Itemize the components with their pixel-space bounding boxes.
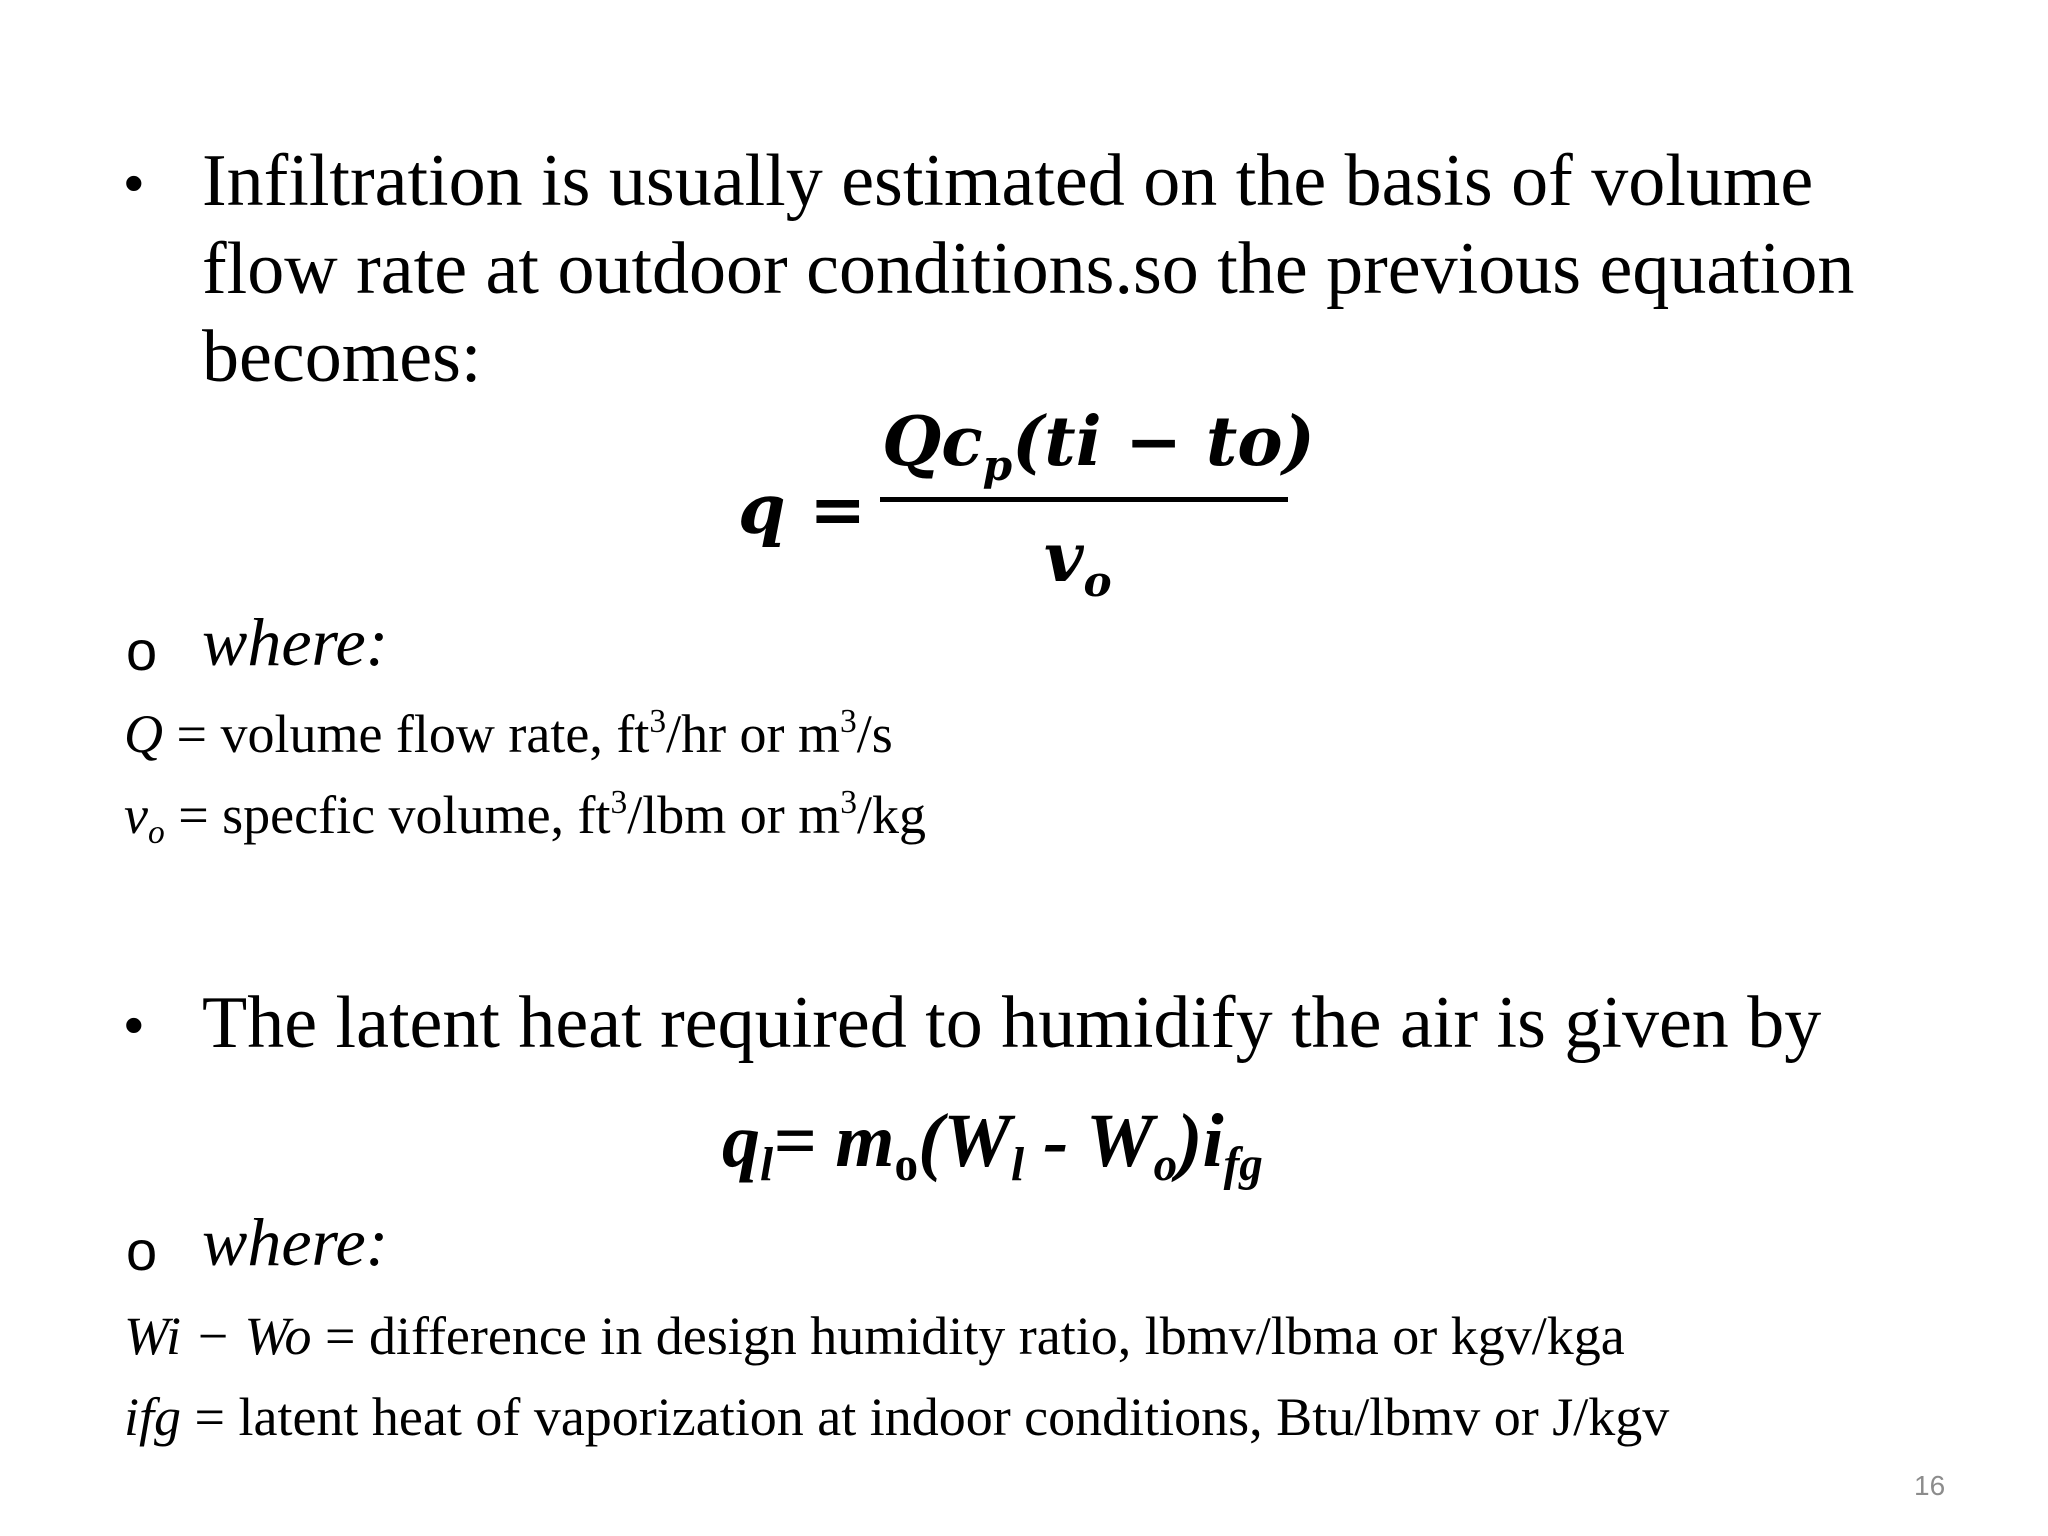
bullet-text-line-2: flow rate at outdoor conditions.so the previous equation: [202, 228, 1855, 310]
definition-vo: vo = specfic volume, $ft^3$/lbm or $m^3/kg$: [124, 783, 927, 852]
where-marker: o: [126, 1219, 158, 1282]
definition-Q: Q = volume flow rate, $ft^3/hr$ or $m^3/s$: [124, 702, 893, 764]
definition-wi-wo: Wi − Wo = difference in design humidity ratio, lbmv/lbma or kgv/kga: [124, 1306, 1625, 1366]
where-label: where:: [202, 604, 389, 680]
bullet-text-line-3: becomes:: [202, 316, 482, 398]
bullet-text: The latent heat required to humidify the air is given by: [202, 982, 1822, 1064]
eq1-fraction-bar: [880, 497, 1288, 502]
eq1-lhs: q =: [738, 470, 867, 550]
where-label: where:: [202, 1204, 389, 1280]
where-marker: o: [126, 619, 158, 682]
bullet-marker: •: [124, 993, 144, 1056]
bullet-text-line-1: Infiltration is usually estimated on the basis of volume: [202, 140, 1814, 222]
eq1-numerator: $Qc_p(ti - to)$: [882, 402, 1315, 490]
definition-ifg: ifg = latent heat of vaporization at indoor conditions, Btu/lbmv or J/kgv: [124, 1387, 1670, 1447]
eq1-denominator: $v_o$: [1044, 518, 1112, 606]
page-number: 16: [1914, 1470, 1946, 1501]
bullet-marker: •: [124, 151, 144, 214]
eq2-formula: ql= mo(Wl - Wo)ifg: [722, 1099, 1263, 1192]
